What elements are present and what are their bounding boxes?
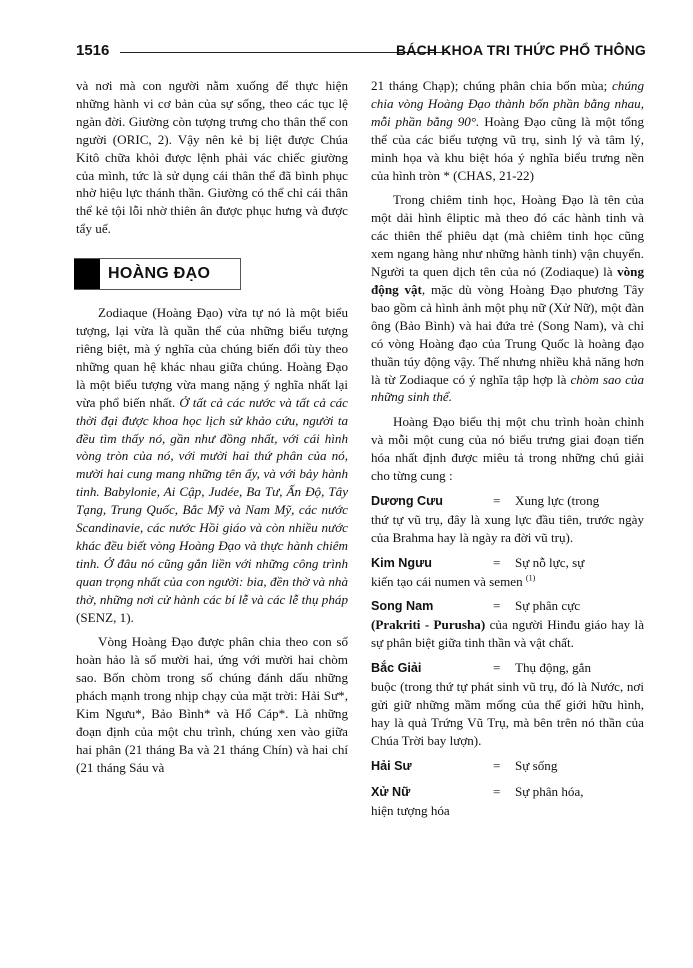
sign-entry	[371, 783, 644, 820]
equals-sign: =	[493, 492, 501, 508]
italic-run: chòm sao của những sinh thể.	[371, 371, 644, 405]
section-heading	[74, 258, 241, 290]
page-header	[76, 38, 646, 64]
sign-term: Song Nam	[371, 599, 434, 614]
bold-run: vòng động vật	[371, 264, 644, 297]
sign-desc-head: Sự nỗ lực, sự	[515, 554, 585, 570]
equals-sign: =	[493, 783, 501, 799]
text-run: , mặc dù vòng Hoàng Đạo phương Tây bao gồm cả hình ảnh một phụ nữ (Xử Nữ), một đàn ông (Bảo Bình) và hai đứa trẻ (Song Nam), và chỉ có vòng Hoàng đạo của Trung Quốc là hoàng đạo thuần túy động vậy. Thế nhưng nhiều khả năng hơn là từ Zodiaque có ý nghĩa tập hợp là	[371, 281, 644, 387]
sign-entry	[371, 554, 644, 591]
equals-sign: =	[493, 598, 501, 614]
paragraph-cycle: Hoàng Đạo biểu thị một chu trình hoàn chỉnh và mỗi một cung của nó biểu trưng giai đoạn tiến hóa nhất định được miêu tả trong những chú giải cho từng cung :	[371, 414, 644, 484]
text-run: (SENZ, 1).	[76, 609, 134, 625]
sign-term: Hải Sư	[371, 758, 412, 773]
sign-desc: buộc (trong thứ tự phát sinh vũ trụ, đó là Nước, nơi gửi giữ những mầm mống của thế giới hữu hình, hay là quả Trứng Vũ Trụ, mà bên trên nó thần của Chúa Trời bay lượn).	[371, 679, 644, 748]
sign-desc-head: Thụ động, gắn	[515, 660, 592, 676]
paragraph-zodiac-division: Vòng Hoàng Đạo được phân chia theo con số hoàn hảo là số mười hai, ứng với mười hai chòm sao. Bốn chòm trong số chúng đánh dấu những phách mạnh trong nhịp chạy của mặt trời: Hải Sư*, Kim Ngưu*, Bảo Bình* và Hổ Cáp*. Là những đoạn định của một chu trình, chúng xen vào giữa hai phân (21 tháng Ba và 21 tháng Chín) và hai chí (21 tháng Sáu và	[76, 634, 348, 775]
sign-desc-head: Sự phân cực	[515, 598, 581, 614]
text-run: kiến tạo cái numen và semen	[371, 573, 523, 589]
sign-term: Kim Ngưu	[371, 555, 432, 570]
sign-entry	[371, 492, 644, 547]
sign-entry	[371, 757, 644, 776]
sign-desc-head: Sự sống	[515, 757, 558, 773]
sign-term: Dương Cưu	[371, 493, 443, 508]
paragraph-bed: và nơi mà con người nằm xuống để thực hiện những hành vi cơ bản của sự sống, theo các tục lệ ngàn đời. Giường còn tượng trưng cho thân thể con người (ORIC, 2). Vậy nên kẻ bị liệt được Chúa Kitô chữa khỏi được lệnh phải vác chiếc giường của mình, tức là sử dụng cái thân thể đã bình phục nhờ hiệu lực thánh thần. Giường có thể chỉ cái thân thể kẻ tội lỗi nhờ thiên ân được phục hưng và được tẩy uế.	[76, 78, 348, 237]
sign-entry	[371, 659, 644, 750]
running-title: BÁCH KHOA TRI THỨC PHỔ THÔNG	[395, 42, 646, 58]
sign-desc	[371, 616, 644, 652]
bold-run: (Prakriti - Purusha)	[371, 617, 486, 633]
section-marker	[74, 259, 100, 289]
sign-desc-head: Xung lực (trong	[515, 492, 600, 508]
italic-run: chúng chia vòng Hoàng Đạo thành bốn phần bằng nhau, mỗi phần bằng 90°.	[371, 78, 644, 129]
paragraph-seasons	[371, 77, 644, 184]
equals-sign: =	[493, 757, 501, 773]
text-run: Zodiaque (Hoàng Đạo) vừa tự nó là một biểu tượng, lại vừa là quần thể của những biểu tượng riêng biệt, mà ý nghĩa của chúng biến đổi tùy theo những quan hệ khác nhau giữa chúng. Hoàng Đạo là một biểu tượng vừa mang nặng ý nghĩa nhất lại vừa phổ biến nhất.	[76, 305, 348, 410]
sign-term: Xử Nữ	[371, 784, 411, 799]
equals-sign: =	[493, 554, 501, 570]
sign-desc	[371, 573, 644, 591]
section-title: HOÀNG ĐẠO	[108, 265, 211, 283]
text-run: 21 tháng Chạp); chúng phân chia bốn mùa;	[371, 78, 608, 93]
text-run: Hoàng Đạo cũng là một tổng thể của các biểu tượng vũ trụ, sinh lý và tâm lý, minh họa và khu biệt hóa ý nghĩa biểu trưng nền của hình tròn * (CHAS, 21-22)	[371, 113, 644, 183]
paragraph-zodiac-intro	[76, 304, 348, 626]
sign-term: Bắc Giải	[371, 661, 422, 676]
page-number: 1516	[76, 42, 110, 59]
equals-sign: =	[493, 660, 501, 676]
paragraph-astrology	[371, 191, 644, 406]
text-run: của người Hinđu giáo hay là sự phân biệt giữa tinh thần và vật chất.	[371, 617, 645, 651]
text-run: Trong chiêm tinh học, Hoàng Đạo là tên của một dải hình êliptic mà theo đó các hành tinh và các thiên thể phiêu dạt (mà chiêm tinh học cũng xem ngang hàng như những hành tinh) vận chuyển. Người ta quen dịch tên của nó (Zodiaque) là	[371, 192, 644, 280]
sign-desc: thứ tự vũ trụ, đây là xung lực đầu tiên, trước ngày của Brahma hay là ngày ra đời vũ trụ).	[371, 511, 644, 545]
right-column	[371, 77, 644, 826]
sign-desc-head: Sự phân hóa,	[515, 783, 584, 799]
left-column	[76, 77, 348, 784]
sign-entry	[371, 597, 644, 652]
italic-run: Ở tất cả các nước và tất cả các thời đại được khoa học lịch sử khảo cứu, người ta đều tìm thấy nó, gần như đồng nhất, với cái hình vòng tròn của nó, với mười hai thứ phân của nó, mười hai cung mang những tên ấy, và với bảy hành tinh. Babylonie, Ai Cập, Judée, Ba Tư, Ấn Độ, Tây Tạng, Trung Quốc, Bắc Mỹ và Nam Mỹ, các nước Scandinavie, các nước Hồi giáo và còn nhiều nước khác đều biết vòng Hoàng Đạo và thực hành chiêm tinh. Ở đâu nó cũng gắn liền với những công trình quan trọng nhất của con người: bia, đền thờ và nhà thờ, những nơi cử hành các bí lễ và các lễ thụ pháp	[76, 394, 348, 607]
sign-desc: hiện tượng hóa	[371, 802, 450, 818]
footnote-marker: (1)	[525, 573, 536, 583]
